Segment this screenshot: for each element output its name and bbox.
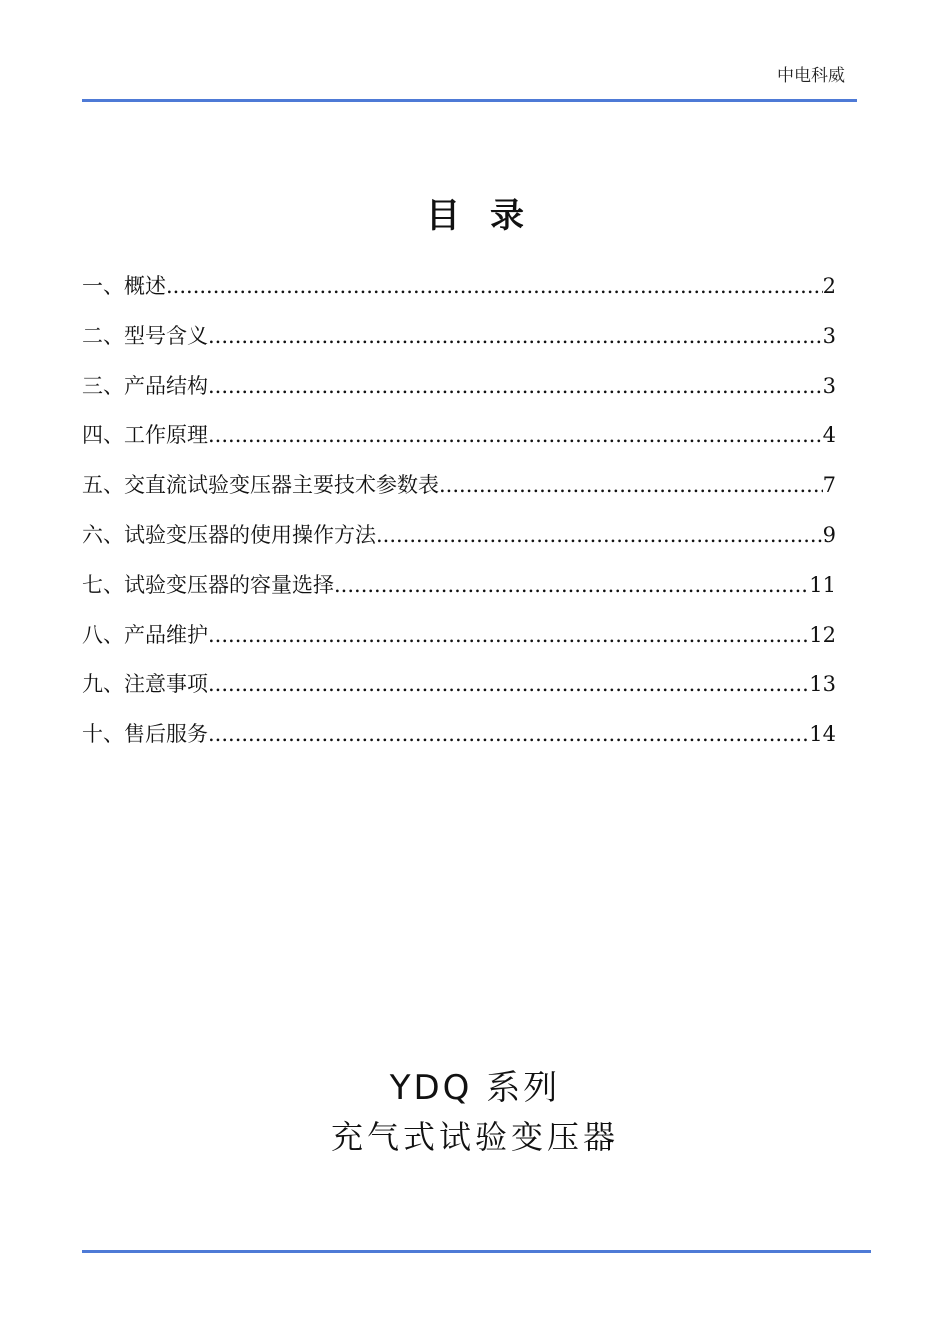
toc-entry[interactable]	[82, 567, 836, 617]
toc-leader-dots	[208, 318, 823, 354]
toc-entry-label: 六、试验变压器的使用操作方法	[82, 522, 376, 547]
product-name: 充气式试验变压器	[330, 1118, 619, 1156]
toc-leader-dots	[439, 467, 823, 503]
product-series: YDQ 系列	[389, 1068, 561, 1108]
toc-leader-dots	[208, 417, 823, 453]
toc-entry-label: 三、产品结构	[82, 373, 208, 398]
toc-entry[interactable]	[82, 666, 836, 716]
toc-entry-page: 2	[822, 274, 836, 298]
toc-leader-dots	[208, 368, 823, 404]
toc-entry-page: 9	[822, 522, 836, 547]
footer-divider	[82, 1250, 871, 1253]
toc-entry-label: 二、型号含义	[82, 323, 208, 348]
toc-leader-dots	[334, 567, 809, 603]
toc-entry[interactable]	[82, 368, 836, 418]
toc-entry-page: 7	[822, 473, 836, 498]
toc-entry[interactable]	[82, 617, 836, 667]
toc-entry-label: 十、售后服务	[82, 722, 208, 747]
toc-entry-label: 四、工作原理	[82, 423, 208, 448]
toc-entry-page: 12	[809, 622, 836, 647]
toc-entry[interactable]	[82, 467, 836, 517]
toc-leader-dots	[208, 716, 809, 752]
toc-entry-page: 14	[809, 722, 836, 747]
toc-entry[interactable]	[82, 417, 836, 467]
toc-entry-page: 4	[822, 423, 836, 448]
toc-entry-page: 3	[822, 373, 836, 398]
toc-entry-label: 五、交直流试验变压器主要技术参数表	[82, 473, 439, 498]
toc-leader-dots	[166, 268, 823, 304]
toc-entry-page: 13	[809, 672, 836, 697]
toc-leader-dots	[208, 666, 809, 702]
toc-entry-page: 11	[809, 572, 836, 597]
toc-entry-page: 3	[822, 323, 836, 348]
toc-entry[interactable]	[82, 268, 836, 318]
toc-list	[82, 268, 836, 766]
toc-entry-label: 七、试验变压器的容量选择	[82, 572, 334, 597]
toc-entry-label: 一、概述	[82, 274, 166, 298]
toc-entry-label: 八、产品维护	[82, 622, 208, 647]
toc-entry-label: 九、注意事项	[82, 672, 208, 697]
header-company-name: 中电科威	[777, 66, 845, 86]
toc-leader-dots	[376, 517, 823, 553]
toc-leader-dots	[208, 617, 809, 653]
header-divider	[82, 99, 857, 102]
toc-entry[interactable]	[82, 517, 836, 567]
toc-entry[interactable]	[82, 318, 836, 368]
toc-title: 目录	[426, 196, 554, 236]
toc-entry[interactable]	[82, 716, 836, 766]
